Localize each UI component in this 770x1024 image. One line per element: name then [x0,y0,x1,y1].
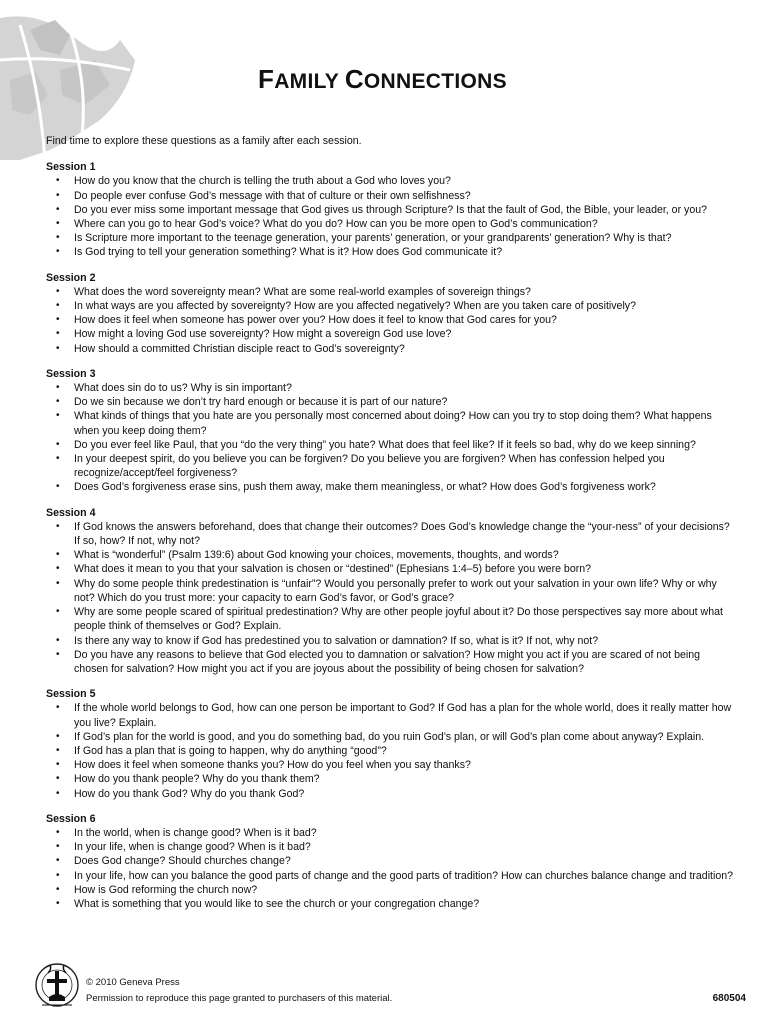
session-heading: Session 3 [46,367,96,380]
session-heading: Session 4 [46,506,96,519]
question-item: • What does sin do to us? Why is sin important? [74,381,736,395]
question-item: • What is “wonderful” (Psalm 139:6) about God knowing your choices, movements, thoughts, and words? [74,548,736,562]
question-item: • What does it mean to you that your salvation is chosen or “destined” (Ephesians 1:4–5) before you were born? [74,562,736,576]
title-rest-family: AMILY [274,70,345,93]
title-rest-connections: ONNECTIONS [363,70,507,93]
question-list [46,826,736,911]
session-section [46,687,736,801]
question-item: • In your deepest spirit, do you believe you can be forgiven? Do you believe you are forgiven? When has confession helped you recognize/accept/feel forgiveness? [74,452,736,480]
question-item: • Do you ever feel like Paul, that you “do the very thing” you hate? What does that feel like? If it feels so bad, why do we keep sinning? [74,438,736,452]
question-list [46,701,736,800]
sessions-list [46,160,736,911]
title-initial-f: F [258,64,275,94]
session-section [46,367,736,495]
question-item: • Does God’s forgiveness erase sins, push them away, make them meaningless, or what? How does God’s forgiveness work? [74,480,736,494]
question-item: • In your life, how can you balance the good parts of change and the good parts of tradition? How can churches balance change and tradition? [74,869,736,883]
question-item: • How do you thank God? Why do you thank God? [74,787,736,801]
session-section [46,506,736,676]
session-section [46,160,736,259]
question-item: • If God’s plan for the world is good, and you do something bad, do you ruin God’s plan, or will God’s plan come about anyway? Explain. [74,730,736,744]
title-initial-c: C [344,64,364,94]
question-item: • How might a loving God use sovereignty? How might a sovereign God use love? [74,327,736,341]
question-item: • If the whole world belongs to God, how can one person be important to God? If God has a plan for the whole world, does it really matter how you live? Explain. [74,701,736,729]
question-item: • How should a committed Christian disciple react to God’s sovereignty? [74,342,736,356]
question-list [46,520,736,676]
intro-text: Find time to explore these questions as a family after each session. [46,135,362,147]
session-section [46,271,736,356]
session-heading: Session 5 [46,688,96,701]
question-item: • In what ways are you affected by sovereignty? How are you affected negatively? When are you taken care of positively? [74,299,736,313]
question-item: • In the world, when is change good? When is it bad? [74,826,736,840]
session-heading: Session 6 [46,812,96,825]
page-title [258,64,518,95]
question-item: • Do we sin because we don’t try hard enough or because it is part of our nature? [74,395,736,409]
session-heading: Session 2 [46,271,96,284]
question-item: • How does it feel when someone thanks you? How do you feel when you say thanks? [74,758,736,772]
question-item: • Why are some people scared of spiritual predestination? Why are other people joyful about it? Do those perspectives say more about what people think of themselves or God? Explain. [74,605,736,633]
question-list [46,381,736,495]
question-item: • What kinds of things that you hate are you personally most concerned about doing? How can you try to stop doing them? What happens when you keep doing them? [74,409,736,437]
copyright-text: © 2010 Geneva Press [86,977,180,988]
page-footer [0,955,770,1024]
product-code: 680504 [712,993,746,1004]
question-item: • How is God reforming the church now? [74,883,736,897]
question-item: • What does the word sovereignty mean? What are some real-world examples of sovereign things? [74,285,736,299]
question-item: • If God knows the answers beforehand, does that change their outcomes? Does God’s knowledge change the “your-ness” of your decisions? If so, how? If not, why not? [74,520,736,548]
question-item: • Do you have any reasons to believe that God elected you to damnation or salvation? How might you act if you are scared of not being chosen for salvation? How might you act if you are joyous about the possibility of being chosen for salvation? [74,648,736,676]
question-item: • If God has a plan that is going to happen, why do anything “good”? [74,744,736,758]
question-item: • How do you thank people? Why do you thank them? [74,772,736,786]
question-item: • Do you ever miss some important message that God gives us through Scripture? Is that the fault of God, the Bible, your leader, or you? [74,203,736,217]
question-item: • Where can you go to hear God’s voice? What do you do? How can you be more open to God’s communication? [74,217,736,231]
session-section [46,812,736,911]
question-list [46,174,736,259]
question-item: • How does it feel when someone has power over you? How does it feel to know that God cares for you? [74,313,736,327]
permission-text: Permission to reproduce this page granted to purchasers of this material. [86,993,393,1004]
document-body [46,134,736,922]
question-item: • Do people ever confuse God’s message with that of culture or their own selfishness? [74,189,736,203]
question-item: • What is something that you would like to see the church or your congregation change? [74,897,736,911]
question-item: • Why do some people think predestination is “unfair”? Would you personally prefer to work out your salvation in your own life? Why or why not? Which do you trust more: your capacity to earn God’s favor, or God’s grace? [74,577,736,605]
question-item: • How do you know that the church is telling the truth about a God who loves you? [74,174,736,188]
question-item: • Is there any way to know if God has predestined you to salvation or damnation? If so, what is it? If not, why not? [74,634,736,648]
question-list [46,285,736,356]
question-item: • In your life, when is change good? When is it bad? [74,840,736,854]
church-seal-logo [34,961,80,1013]
question-item: • Is God trying to tell your generation something? What is it? How does God communicate it? [74,245,736,259]
session-heading: Session 1 [46,161,96,174]
question-item: • Does God change? Should churches change? [74,854,736,868]
question-item: • Is Scripture more important to the teenage generation, your parents’ generation, or your grandparents’ generation? Why is that? [74,231,736,245]
